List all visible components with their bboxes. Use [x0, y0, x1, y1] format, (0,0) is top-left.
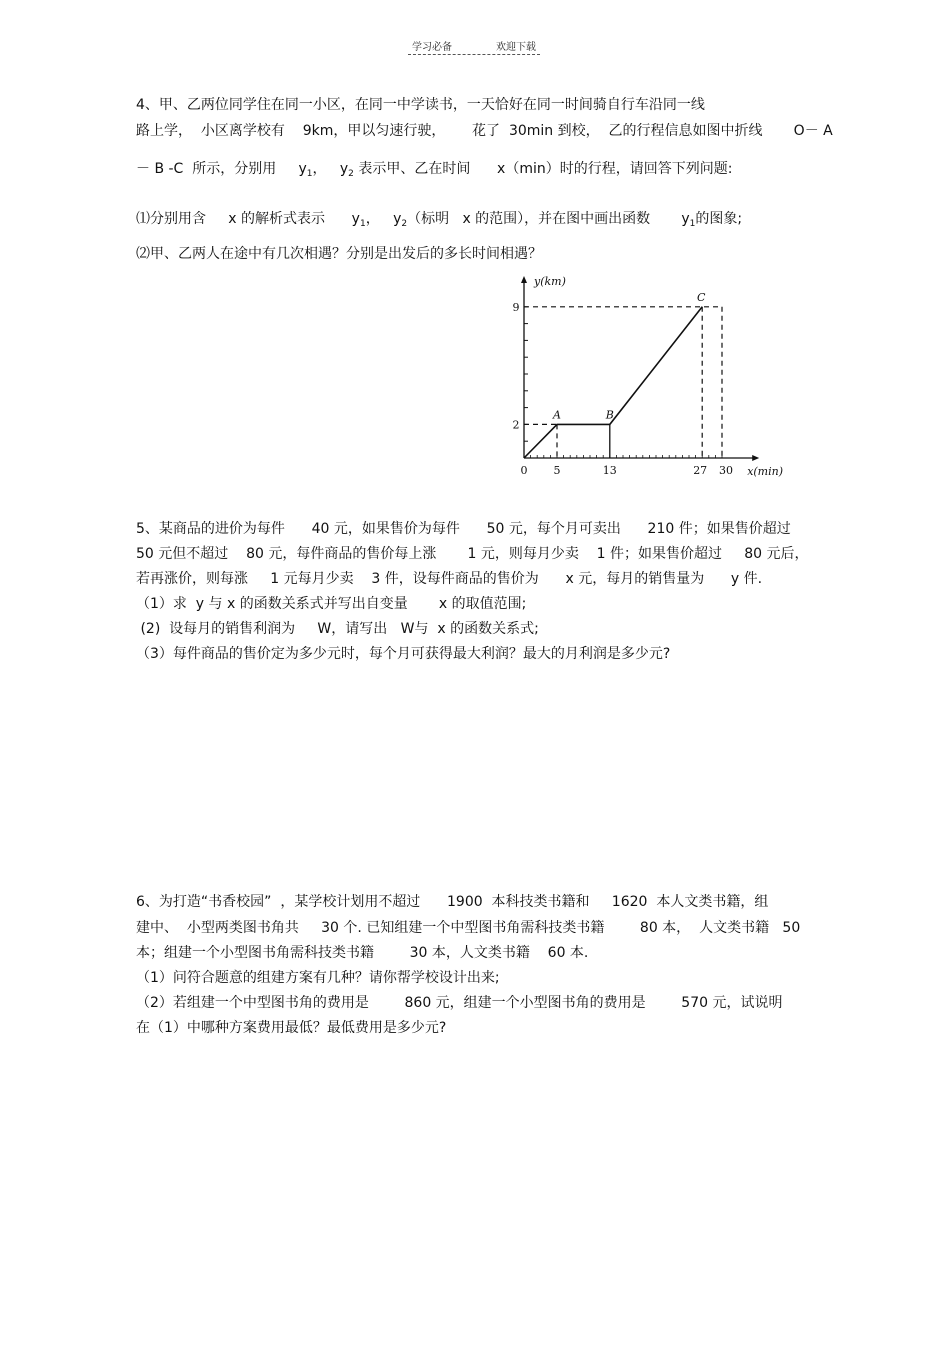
- point-label-c: C: [696, 290, 706, 304]
- q5-line-2: 50 元但不超过 80 元，每件商品的售价每上涨 1 元，则每月少卖 1 件；如果售价超过 80 元后，: [136, 546, 809, 562]
- q4-line-2: 路上学， 小区离学校有 9km，甲以匀速行驶， 花了 30min 到校， 乙的行程信息如图中折线 O－ A: [136, 123, 833, 139]
- q4-line-1: 4、甲、乙两位同学住在同一小区，在同一中学读书，一天恰好在同一时间骑自行车沿同一线: [136, 97, 705, 113]
- q6-part-2-cont: 在（1）中哪种方案费用最低？最低费用是多少元?: [136, 1020, 447, 1036]
- x-tick-label-5: 5: [553, 464, 561, 477]
- q4-part-1: ⑴分别用含 x 的解析式表示 $y_1$， $y_2$（标明 x 的范围），并在图中画出函数 $y_1$的图象;: [136, 211, 743, 229]
- q6-part-2: （2）若组建一个中型图书角的费用是 860 元，组建一个小型图书角的费用是 570 元，试说明: [136, 995, 783, 1011]
- q5-line-3: 若再涨价，则每涨 1 元每月少卖 3 件，设每件商品的售价为 x 元，每月的销售量为 y 件.: [136, 571, 763, 587]
- q5-line-1: 5、某商品的进价为每件 40 元，如果售价为每件 50 元，每个月可卖出 210 件；如果售价超过: [136, 521, 791, 537]
- y-tick-label-2: 2: [512, 418, 520, 432]
- point-label-b: B: [605, 408, 614, 422]
- x-tick-label-0: 0: [520, 464, 528, 477]
- q5-part-1: （1）求 y 与 x 的函数关系式并写出自变量 x 的取值范围;: [136, 596, 527, 612]
- q6-line-2: 建中、 小型两类图书角共 30 个. 已知组建一个中型图书角需科技类书籍 80 本， 人文类书籍 50: [136, 920, 801, 936]
- y-axis-label: y(km): [534, 275, 566, 288]
- header-left-text: 学习必备: [412, 42, 452, 53]
- header-divider: [408, 54, 540, 55]
- y-tick-label-9: 9: [512, 300, 520, 314]
- x-axis-label: x(min): [747, 465, 784, 478]
- q6-line-1: 6、为打造“书香校园” ，某学校计划用不超过 1900 本科技类书籍和 1620 本人文类书籍，组: [136, 894, 769, 910]
- header-right-text: 欢迎下载: [496, 42, 536, 53]
- x-tick-label-27: 27: [693, 464, 708, 477]
- series-line-o-a-b-c: [524, 307, 702, 458]
- x-tick-label-13: 13: [602, 464, 617, 477]
- q4-part-2: ⑵甲、乙两人在途中有几次相遇？分别是出发后的多长时间相遇？: [136, 246, 542, 262]
- q5-part-3: （3）每件商品的售价定为多少元时，每个月可获得最大利润？最大的月利润是多少元?: [136, 646, 671, 662]
- q5-part-2: (2) 设每月的销售利润为 W，请写出 W与 x 的函数关系式;: [136, 621, 539, 637]
- q6-part-1: （1）问符合题意的组建方案有几种？请你帮学校设计出来;: [136, 970, 500, 986]
- q6-line-3: 本；组建一个小型图书角需科技类书籍 30 本，人文类书籍 60 本.: [136, 945, 589, 961]
- distance-time-chart: [495, 275, 795, 487]
- y-axis-arrow: [521, 276, 527, 283]
- point-label-a: A: [553, 408, 561, 422]
- x-axis-arrow: [752, 455, 759, 461]
- x-tick-label-30: 30: [719, 464, 733, 477]
- q4-line-3: － B -C 所示，分别用 $y_1$， $y_2$ 表示甲、乙在时间 x（min）时的行程，请回答下列问题:: [136, 161, 733, 179]
